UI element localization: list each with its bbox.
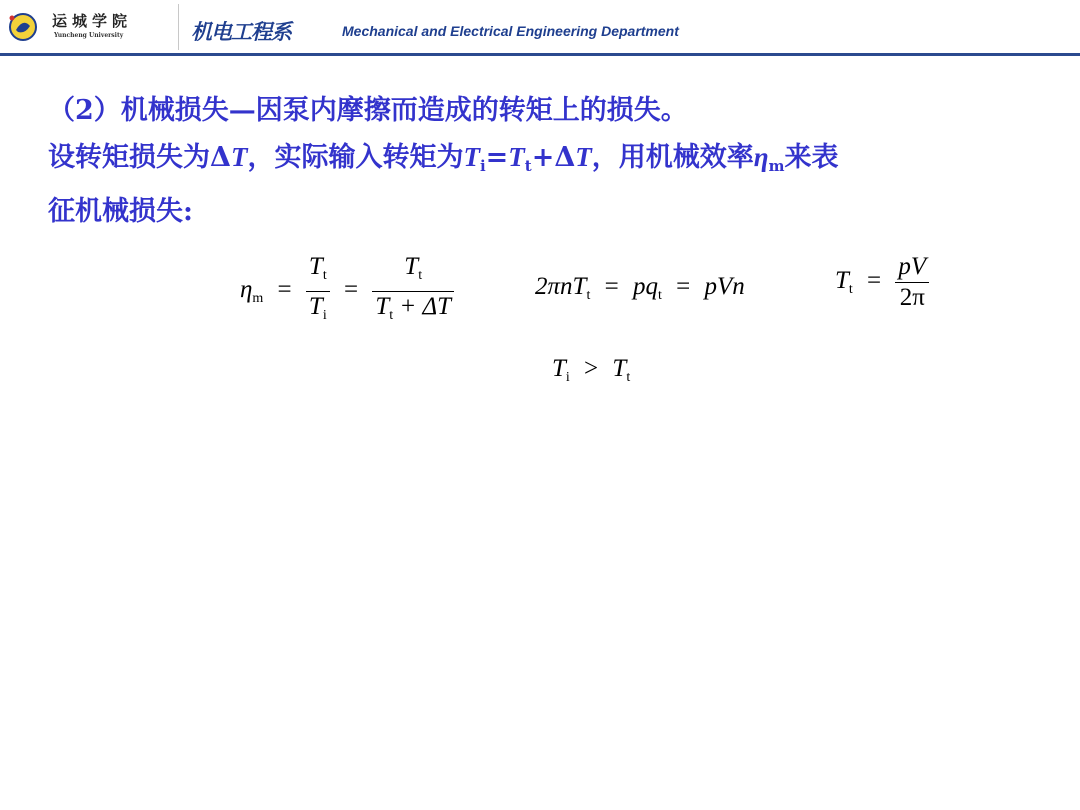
- university-emblem-icon: [8, 12, 38, 42]
- university-logo: [4, 8, 174, 48]
- fraction-tt-over-ti: $\frac{T_t}{T_i}$: [306, 252, 330, 331]
- body-paragraph-line-2: 设转矩损失为ΔT，实际输入转矩为$T_i=T_t+\Delta T$，用机械效率$\eta_m$来表: [48, 142, 839, 175]
- department-name-english: Mechanical and Electrical Engineering Department: [342, 23, 679, 39]
- header-divider: [178, 4, 179, 50]
- department-name-chinese: 机电工程系: [191, 20, 291, 44]
- fraction-tt-over-tt-plus-dt: $\frac{T_t}{T_t + \Delta T}$: [372, 252, 454, 331]
- logo-chinese-name: 运城学院: [52, 12, 133, 30]
- slide-header: [0, 0, 1080, 56]
- mechanical-efficiency-equation: $\eta_m$ = $\frac{T_t}{T_i}$ = $\frac{T_t}{T_t + \Delta T}$: [240, 252, 454, 331]
- fraction-pv-over-2pi: $\frac{pV}{2\pi}$: [895, 252, 929, 313]
- slide-body: [48, 88, 1048, 235]
- torque-inequality: $T_i > T_t$: [552, 355, 631, 385]
- theoretical-torque-equation: $T_t$ = $\frac{pV}{2\pi}$: [835, 252, 929, 313]
- section-heading: （2）机械损失—因泵内摩擦而造成的转矩上的损失。: [48, 95, 688, 126]
- body-paragraph-line-3: 征机械损失:: [48, 196, 193, 227]
- header-underline: [0, 53, 1080, 56]
- torque-power-equation: $2\pi nT_t = pq_t$ = pVn: [535, 273, 745, 303]
- logo-english-name: Yuncheng University: [54, 32, 124, 39]
